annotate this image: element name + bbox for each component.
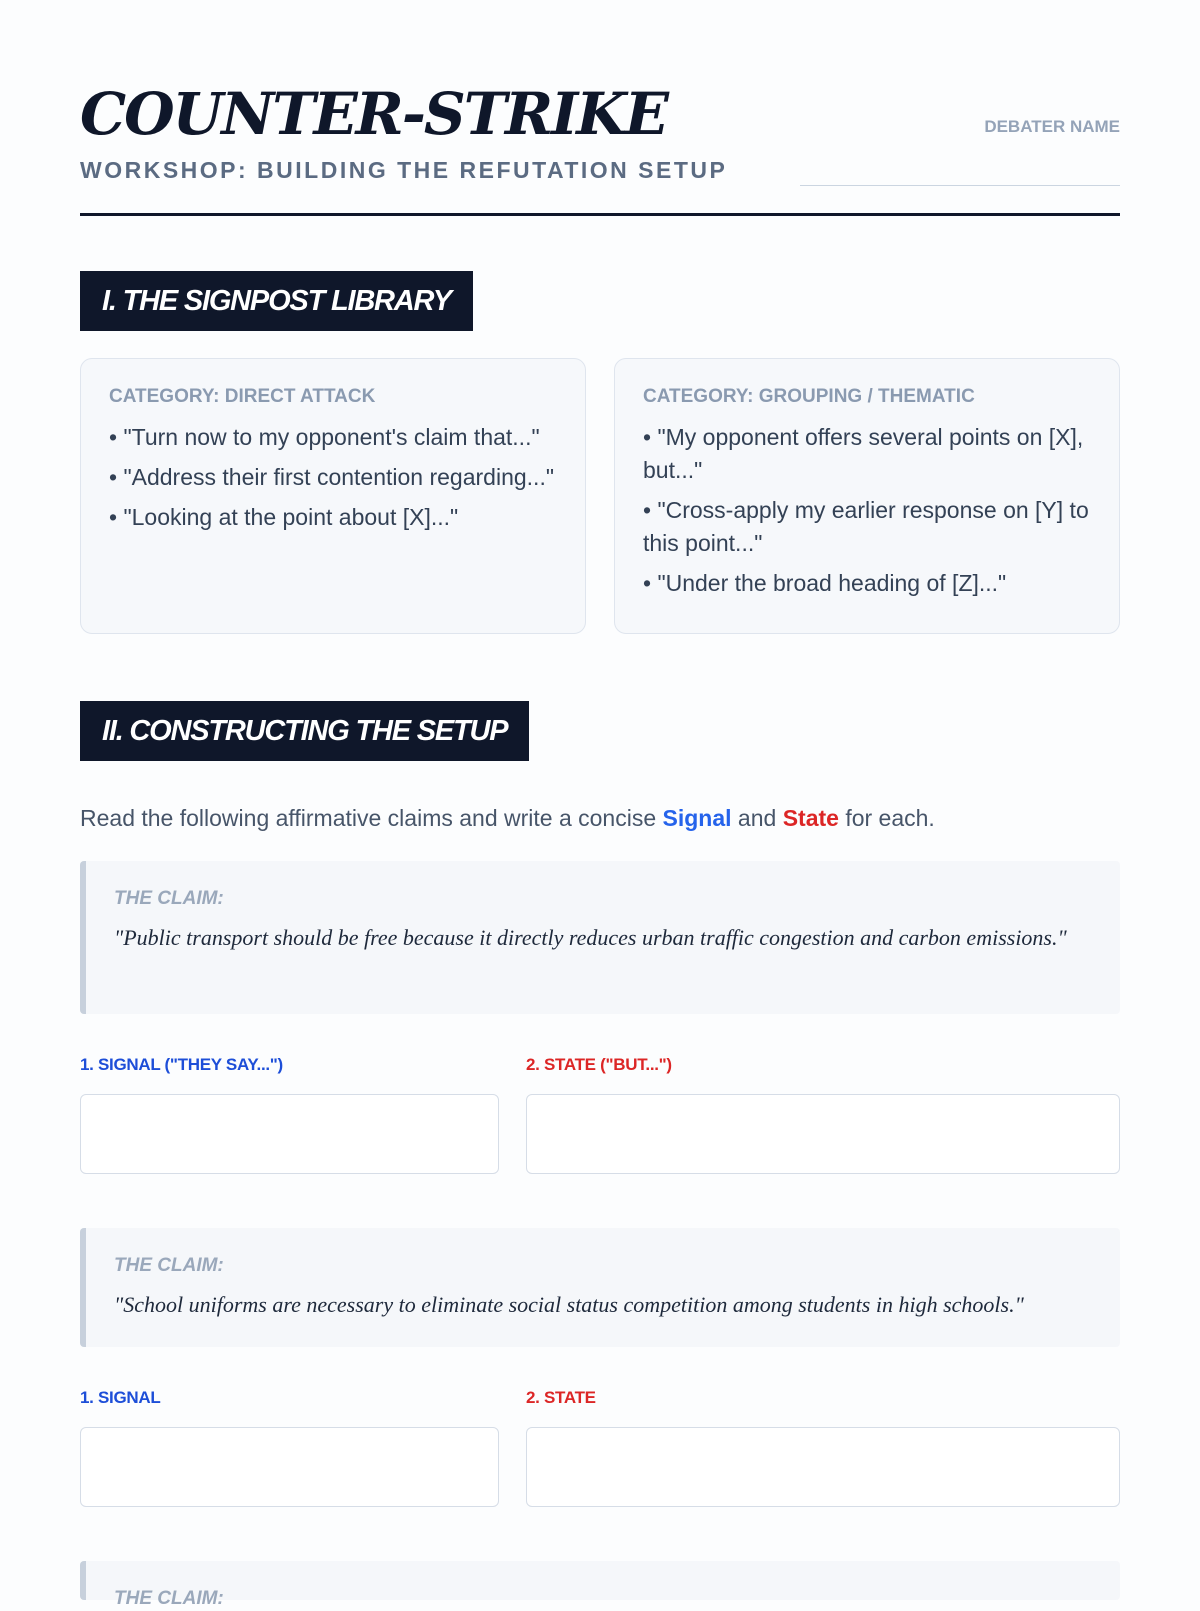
signal-answer-box-2[interactable] [80,1427,499,1507]
claim-box-3 [80,1561,1120,1609]
instructions-text: and [731,805,783,831]
signpost-item: • "Address their first contention regarding..." [109,461,559,494]
state-answer-box-1[interactable] [526,1094,1120,1174]
section-heading-constructing-setup: II. CONSTRUCTING THE SETUP [80,701,529,761]
signpost-item: • "Looking at the point about [X]..." [109,501,559,534]
worksheet-subtitle: WORKSHOP: BUILDING THE REFUTATION SETUP [80,157,728,183]
claim-label: THE CLAIM: [114,1588,224,1609]
header-divider [80,213,1120,216]
claim-label: THE CLAIM: [114,888,224,909]
worksheet-header [80,0,1120,218]
claim-box-1 [80,861,1120,1014]
claim-box-2 [80,1228,1120,1347]
signal-field-label-1: 1. SIGNAL ("THEY SAY...") [80,1055,283,1074]
signpost-item: • "Under the broad heading of [Z]..." [643,567,1093,600]
debater-name-line[interactable] [800,185,1120,186]
section-heading-signpost-library: I. THE SIGNPOST LIBRARY [80,271,473,331]
signpost-item: • "Turn now to my opponent's claim that..." [109,421,559,454]
claim-label: THE CLAIM: [114,1255,224,1276]
state-field-label-2: 2. STATE [526,1388,596,1407]
signpost-card-grouping-thematic [614,358,1120,634]
worksheet-page [80,0,1120,1609]
instructions-text: for each. [838,805,935,831]
signpost-list [643,421,1093,600]
signpost-item: • "My opponent offers several points on [X], but..." [643,421,1093,487]
exercise-instructions [80,800,935,836]
state-keyword: State [782,805,839,831]
signpost-list [109,421,559,534]
state-field-label-1: 2. STATE ("BUT...") [526,1055,672,1074]
signpost-card-direct-attack [80,358,586,634]
claim-text: "Public transport should be free because it directly reduces urban traffic congestion and carbon emissions." [114,925,1067,950]
card-category-label: CATEGORY: GROUPING / THEMATIC [643,386,975,407]
card-category-label: CATEGORY: DIRECT ATTACK [109,386,376,407]
signal-keyword: Signal [662,805,732,831]
worksheet-title: COUNTER-STRIKE [80,80,667,148]
signal-answer-box-1[interactable] [80,1094,499,1174]
signpost-item: • "Cross-apply my earlier response on [Y] to this point..." [643,494,1093,560]
claim-text: "School uniforms are necessary to eliminate social status competition among students in high schools." [114,1292,1024,1317]
debater-name-label: DEBATER NAME [984,117,1120,136]
signal-field-label-2: 1. SIGNAL [80,1388,161,1407]
instructions-text: Read the following affirmative claims and write a concise [80,805,663,831]
state-answer-box-2[interactable] [526,1427,1120,1507]
